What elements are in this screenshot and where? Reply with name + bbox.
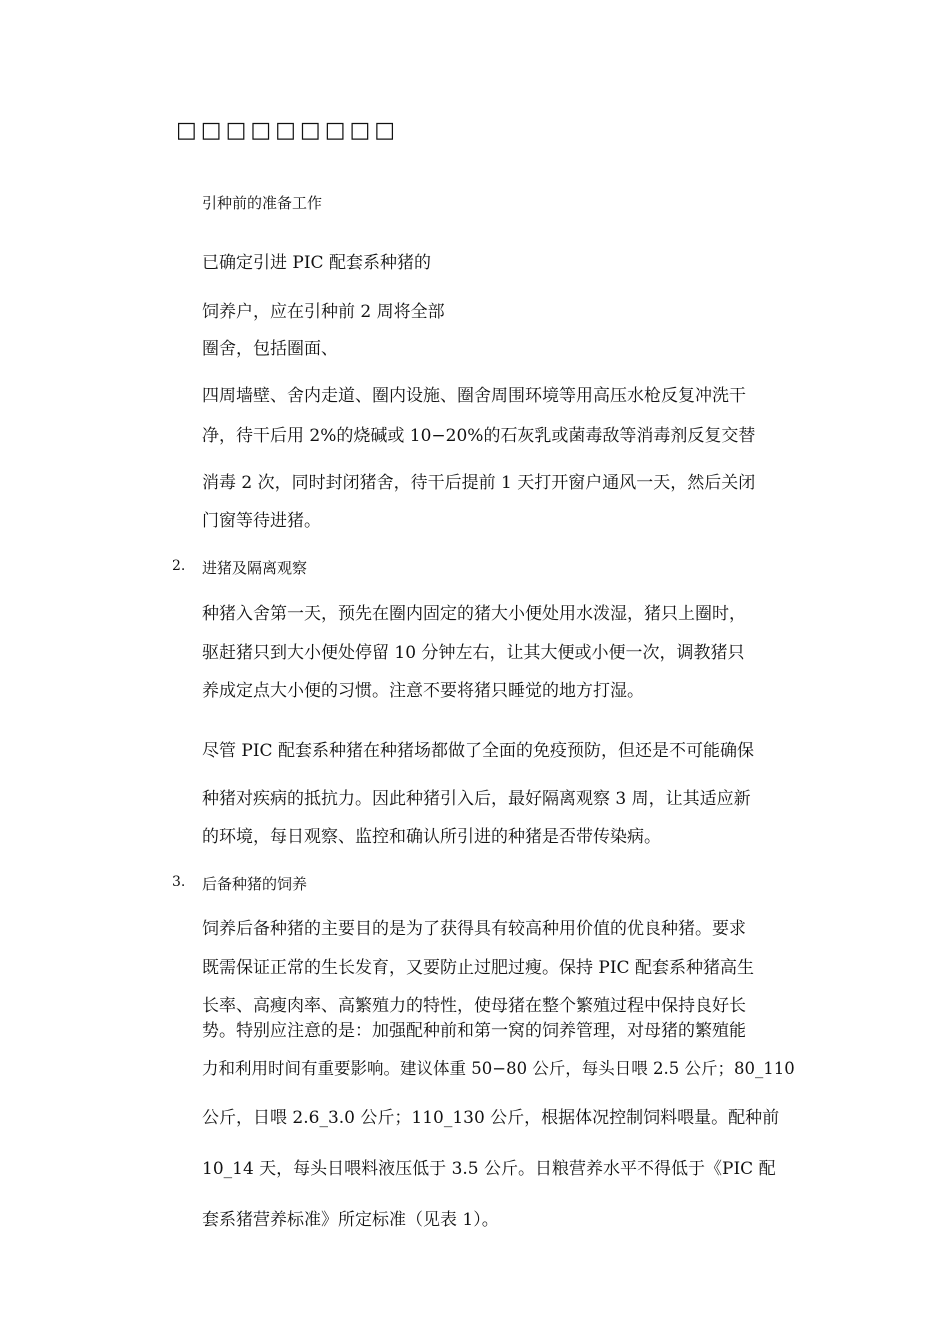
paragraph-line: 已确定引进 PIC 配套系种猪的 (202, 253, 431, 273)
paragraph-line: 势。特别应注意的是：加强配种前和第一窝的饲养管理，对母猪的繁殖能 (202, 1021, 746, 1041)
section-number: 2. (172, 558, 186, 574)
paragraph-line: 公斤，日喂 2.6_3.0 公斤；110_130 公斤，根据体况控制饲料喂量。配种前 (202, 1108, 780, 1128)
paragraph-line: 种猪入舍第一天，预先在圈内固定的猪大小便处用水泼湿，猪只上圈时， (202, 604, 746, 624)
paragraph-line: 种猪对疾病的抵抗力。因此种猪引入后，最好隔离观察 3 周，让其适应新 (202, 789, 751, 809)
page-title: □□□□□□□□□ (176, 118, 400, 143)
section-heading-preparation: 引种前的准备工作 (202, 194, 323, 212)
paragraph-line: 的环境，每日观察、监控和确认所引进的种猪是否带传染病。 (202, 827, 661, 847)
paragraph-line: 饲养后备种猪的主要目的是为了获得具有较高种用价值的优良种猪。要求 (202, 919, 746, 939)
paragraph-line: 驱赶猪只到大小便处停留 10 分钟左右，让其大便或小便一次，调教猪只 (202, 643, 745, 663)
paragraph-line: 长率、高瘦肉率、高繁殖力的特性，使母猪在整个繁殖过程中保持良好长 (202, 996, 746, 1016)
section-number: 3. (172, 874, 186, 890)
paragraph-line: 净，待干后用 2%的烧碱或 10−20%的石灰乳或菌毒敌等消毒剂反复交替 (202, 426, 756, 446)
paragraph-line: 力和利用时间有重要影响。建议体重 50−80 公斤，每头日喂 2.5 公斤；80_110 (202, 1059, 795, 1078)
paragraph-line: 消毒 2 次，同时封闭猪舍，待干后提前 1 天打开窗户通风一天，然后关闭 (202, 473, 756, 493)
paragraph-line: 套系猪营养标准》所定标准（见表 1）。 (202, 1210, 499, 1230)
paragraph-line: 门窗等待进猪。 (202, 511, 321, 531)
paragraph-line: 既需保证正常的生长发育，又要防止过肥过瘦。保持 PIC 配套系种猪高生 (202, 958, 754, 978)
section-heading-isolation: 进猪及隔离观察 (202, 559, 308, 577)
paragraph-line: 饲养户，应在引种前 2 周将全部 (202, 302, 445, 322)
paragraph-line: 10_14 天，每头日喂料液压低于 3.5 公斤。日粮营养水平不得低于《PIC 配 (202, 1159, 776, 1179)
paragraph-line: 圈舍，包括圈面、 (202, 339, 338, 359)
paragraph-line: 四周墙壁、舍内走道、圈内设施、圈舍周围环境等用高压水枪反复冲洗干 (202, 386, 746, 406)
paragraph-line: 养成定点大小便的习惯。注意不要将猪只睡觉的地方打湿。 (202, 681, 644, 701)
paragraph-line: 尽管 PIC 配套系种猪在种猪场都做了全面的免疫预防，但还是不可能确保 (202, 741, 754, 761)
section-heading-gilt-feeding: 后备种猪的饲养 (202, 875, 308, 893)
